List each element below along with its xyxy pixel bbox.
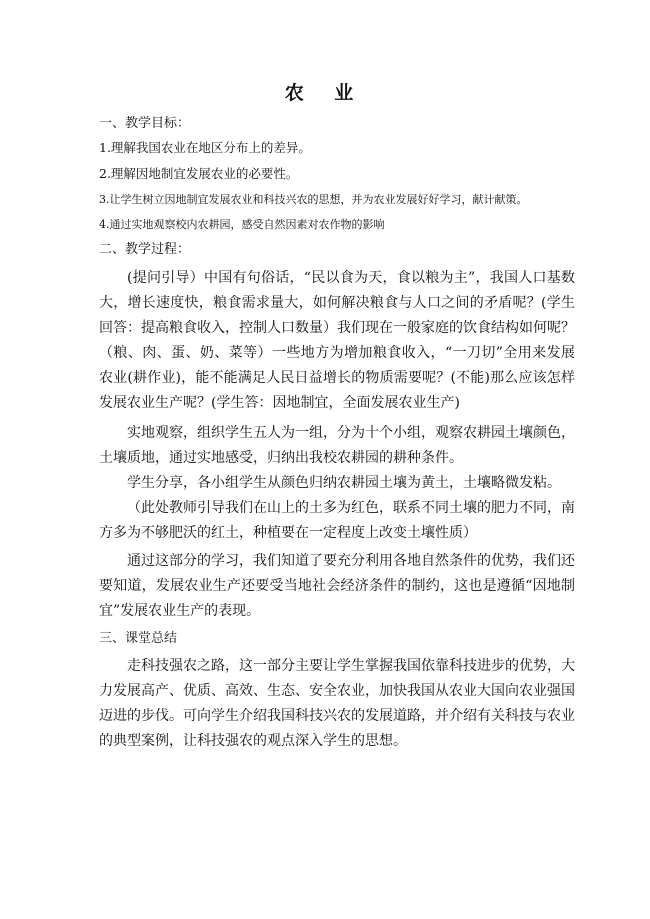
objective-item-4: 4.通过实地观察校内农耕园，感受自然因素对农作物的影响 (99, 218, 385, 231)
section-heading-objectives: 一、教学目标： (99, 116, 191, 131)
summary-paragraph-1: 走科技强农之路，这一部分主要让学生掌握我国依靠科技进步的优势，大力发展高产、优质、高效、生态、安全农业，加快我国从农业大国向农业强国迈进的步伐。可向学生介绍我国科技兴农的发展道路，并介绍有关科技与农业的典型案例，让科技强农的观点深入学生的思想。 (99, 658, 575, 749)
page-title: 农 业 (284, 82, 366, 104)
process-paragraph-3: 学生分享，各小组学生从颜色归纳农耕园土壤为黄土，土壤略微发粘。 (127, 475, 561, 491)
process-paragraph-5: 通过这部分的学习，我们知道了要充分利用各地自然条件的优势，我们还要知道，发展农业生产还要受当地社会经济条件的制约，这也是遵循“因地制宜”发展农业生产的表现。 (99, 553, 575, 619)
process-paragraph-2: 实地观察，组织学生五人为一组，分为十个小组，观察农耕园土壤颜色，土壤质地，通过实地感受，归纳出我校农耕园的耕种条件。 (99, 425, 575, 466)
section-heading-process: 二、教学过程： (99, 242, 191, 257)
objective-item-3: 3.让学生树立因地制宜发展农业和科技兴农的思想，并为农业发展好好学习，献计献策。 (99, 193, 528, 206)
process-paragraph-1: (提问引导）中国有句俗话，“民以食为天，食以粮为主”，我国人口基数大，增长速度快，粮食需求量大，如何解决粮食与人口之间的矛盾呢？(学生回答：提高粮食收入，控制人口数量）我们现在一般家庭的饮食结构如何呢？（粮、肉、蛋、奶、菜等）一些地方为增加粮食收入，“一刀切”全用来发展农业(耕作业)，能不能满足人民日益增长的物质需要呢？(不能)那么应该怎样发展农业生产呢？(学生答：因地制宜，全面发展农业生产) (99, 270, 575, 411)
process-paragraph-4: （此处教师引导我们在山上的土多为红色，联系不同土壤的肥力不同，南方多为不够肥沃的红土，种植要在一定程度上改变土壤性质） (99, 500, 575, 541)
section-heading-summary: 三、课堂总结 (99, 631, 178, 646)
objective-item-1: 1.理解我国农业在地区分布上的差异。 (99, 140, 311, 155)
objective-item-2: 2.理解因地制宜发展农业的必要性。 (99, 166, 299, 181)
